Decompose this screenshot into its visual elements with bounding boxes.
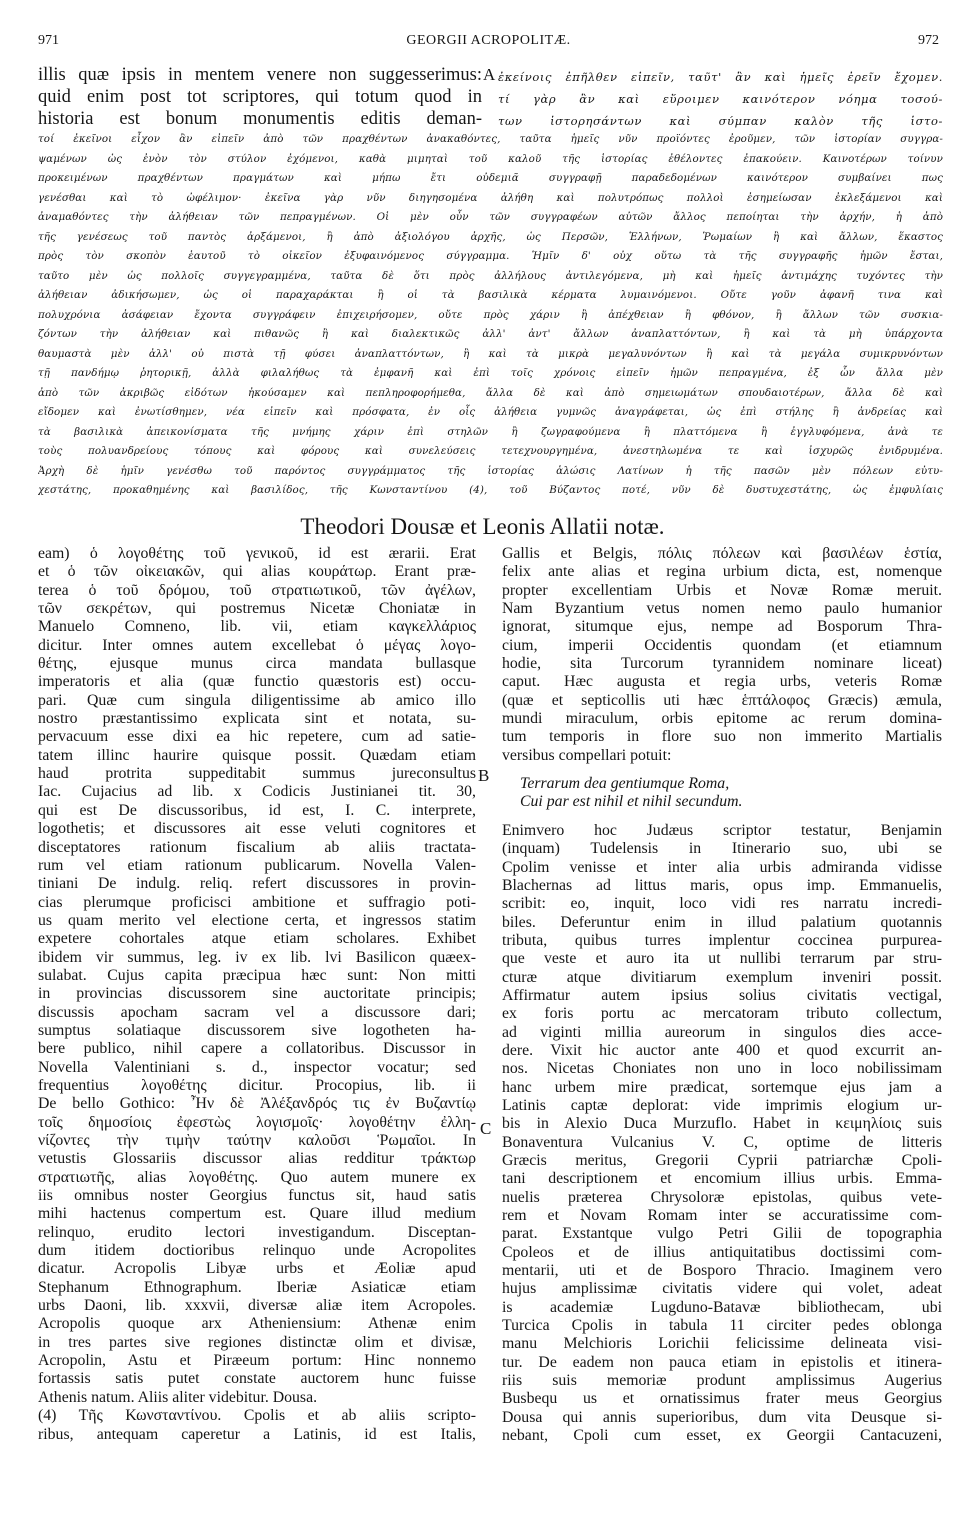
text-line: Cui par est nihil et nihil secundum. [520,793,743,811]
text-line: iis omnibus noster Georgius functus sit, haud satis [38,1187,476,1205]
text-line: ταῦτο μὲν ὡς πολλοῖς συγγεγραμμένα, ταῦτα δὲ ὅτι πρὸς ἀλλήλους ἀντιλεγόμενα, μὴ καὶ ἡμεῖς ἀντιμάχης τυχόντες τὴν [38,269,943,282]
text-line: Cpolim venisse et inter alia urbis admiranda vidisse [502,858,942,876]
text-line: Latinis captæ deplorat: vide imprimis elogium ur- [502,1096,942,1114]
text-line: Novella Valentiniani s. d., inspector vocatur; sed [38,1058,476,1076]
text-line: ribus, antequam caperetur a Latinis, id est Italis, [38,1425,476,1443]
text-line: τοὺς πολυανδρείους τόπους καὶ φόρους καὶ συνελεύσεις τετεχνουργημένα, ἀνεστηλωμένα τε καὶ ἰσχυρῶς ἐνιδρυμένα. [38,445,943,457]
text-line: ἐκείνοις ἐπῆλθεν εἰπεῖν, ταῦτ' ἂν καὶ ἡμεῖς ἐρεῖν ἔχομεν. [498,70,943,84]
text-line: us quam merito vel electione certa, et ingressos statim [38,911,476,929]
page-number-right: 972 [918,33,939,48]
text-line: Enimvero hoc Judæus scriptor testatur, Benjamin [502,821,942,839]
text-line: parat. Exstantque vulgo Petri Gilii de topographia [502,1225,942,1243]
text-line: στρατιωτῆς, alias λογοθέτης. Quo autem munere ex [38,1168,476,1186]
text-line: hodie, sita Turcorum tyrannidem nominare liceat) [502,655,942,673]
text-line: Bonaventura Vulcanius V. C, optime de litteris [502,1133,942,1151]
greek-text-block-right [498,66,943,132]
text-line: προκειμένων πραχθέντων πραγμάτων καὶ μήπω ἔτι οὐδεμιᾶ συγγραφῇ παραδεδομένων καινότερον συμβαίνει πως [38,172,943,184]
text-line: hanc urbem mire prædicat, sortemque ejus jam a [502,1078,942,1096]
text-line: Gallis et Belgis, πόλις πόλεων καὶ βασιλέων ἑστία, [502,545,942,562]
text-line: relinquo, erudito lectori investigandum. Disceptan- [38,1223,476,1241]
text-line: ἀναμαθόντες τὴν ἀλήθειαν τῶν πεπραγμένων. Οἱ μὲν οὖν τῶν συγγραφέων αὐτῶν ἄλλος πεποίηται τὴν ἀρχήν, ἡ ἀπὸ [38,211,943,223]
text-line: terea ὁ τοῦ δρόμου, τοῦ στρατιωτικοῦ, τῶν ἀγέλων, [38,581,476,599]
text-line: urbs Daoni, lib. xxxvii, diversæ aliæ item Acropoles. [38,1297,476,1315]
text-line: ad viginti millia aureorum in singulos dies acce- [502,1023,942,1041]
text-line: dum itidem doctioribus relinquo unde Acropolites [38,1242,476,1260]
text-line: in tres partes sive regiones distinctæ olim et divisæ, [38,1333,476,1351]
text-line: cias plerumque proficisci ambitione et suffragio poti- [38,893,476,911]
text-line: nuelis præterea Chrysoloræ epistolas, quibus vete- [502,1188,942,1206]
text-line: (inquam) Tudelensis in Itinerario suo, ubi se [502,840,942,858]
text-line: et ὁ τῶν οἰκειακῶν, qui alias κουράτωρ. Erant præ- [38,563,476,581]
text-line: Acropolis quoque arx Atheniensium: Athenæ enim [38,1315,476,1333]
notes-column-right [502,545,942,1446]
text-line: versibus compellari potuit: [502,746,672,764]
text-line: bis in Alexio Duca Murzuflo. Habet in κειμηλίοις suis [502,1115,942,1133]
text-line: mundi miraculum, orbis epitome ac rerum domina- [502,710,942,728]
text-line: dere. Vixit hic auctor ante 400 et quod excurrit an- [502,1041,942,1059]
text-line: Athenis natum. Aliis aliter videbitur. Dousa. [38,1388,318,1406]
text-line: tatem illinc haurire quisque possit. Quædam etiam [38,746,476,764]
notes-title: Theodori Dousæ et Leonis Allatii notæ. [300,514,665,539]
text-line: πολυχρόνια ἀσάφειαν ἔχοντα συγγράφειν ἐπιχειρήσομεν, οὔτε πρὸς χάριν ἢ ἀπέχθειαν ἢ φθόνον, ἢ ἄλλων τῶν συσκια- [38,308,943,321]
text-line: biles. Deferuntur enim in illud palatium quotannis [502,913,942,931]
spacer [502,812,942,822]
text-line: is academiæ Lugduno-Batavæ bibliothecam, ubi [502,1298,942,1316]
text-line: Manuelo Comneno, lib. vii, etiam καγκελλάριος [38,618,476,636]
text-line: bere publico, nihil capere a collatoribus. Discussor in [38,1040,476,1058]
text-line: fortassis satis putet constate auctorem hunc fuisse [38,1370,476,1388]
text-line: τῶν σεκρέτων, qui postremus Nicetæ Choniatæ in [38,600,476,618]
latin-translation-block [38,64,482,130]
text-line: Blachernas ad littus maris, opus imp. Emmanuelis, [502,876,942,894]
text-line: historia est bonum monumentis editis deman- [38,109,482,129]
text-line: in provincias discussorem sine auctoritate principis; [38,985,476,1003]
text-line: ἀπὸ τῶν ἀκριβῶς εἰδότων ἠκούσαμεν καὶ πεπληροφορήμεθα, ἄλλα δὲ καὶ ἀπὸ σημειωμάτων σπουδαιοτέρων, ἄλλα δὲ καὶ [38,386,943,399]
text-line: tiniani De indulg. reliq. refert discussores in provin- [38,875,476,893]
text-line: Stephanum Ethnographum. Iberiæ Asiaticæ etiam [38,1278,476,1296]
text-line: nostro præstantissimo explicata sint et notata, su- [38,710,476,728]
text-line: τοί ἐκεῖνοι εἶχον ἂν εἰπεῖν ἀπὸ τῶν πραχθέντων ἀνακαθόντες, ταῦτα ἡμεῖς νῦν προϊόντες ἐροῦμεν, τῶν ἱστορίαν συγγρα- [38,133,943,145]
text-line: eam) ὁ λογοθέτης τοῦ γενικοῦ, id est ærarii. Erat [38,545,476,562]
text-line: que veste et auro ita ut nullibi terrarum par stru- [502,950,942,968]
text-line: pari. Quæ cum singula diligentissime ab amico illo [38,691,476,709]
text-line: De bello Gothico: Ἦν δὲ Ἀλέξανδρός τις ἐν Βυζαντίῳ [38,1095,476,1113]
text-line: ψαμένων ὡς ἐνὸν τὸν στύλον ἐχόμενοι, καθὰ μιμηταὶ τοῦ καλοῦ τῆς ἱστορίας ἐθέλοντες ἐπακούειν. Καινοτέρων τοίνυν [38,152,943,165]
text-line: Nam Byzantium vetus nomen nemo paulo humanior [502,600,942,618]
text-line: nebant, Cpoli cum esset, ex Georgii Cantacuzeni, [502,1427,942,1445]
text-line: Busbequ us et ornatissimus frater meus Georgius [502,1390,942,1408]
text-line: Græcis meritus, Gregorii Cyprii patriarchæ Cpoli- [502,1152,942,1169]
text-line: mihi hactenus compertum est. Quare illud medium [38,1205,476,1223]
text-line: tum temporis in flore suo non immerito Martialis [502,728,942,746]
margin-letter-c: C [480,1119,492,1138]
text-line: rum vel etiam rationum publicarum. Novella Valen- [38,856,476,874]
text-line: frequentius λογοθέτης dicitur. Procopius, lib. ii [38,1076,476,1094]
text-line: γενέσθαι καὶ τὸ ὠφέλιμον· ἐκεῖνα γὰρ νῦν διηγησομένα ἀλήθη καὶ πολυτρόπως πολλοὶ ἐσημείωσαν ἐκλεξάμενοι καὶ [38,191,943,204]
text-line: quid enim post tot scriptores, qui totum quod in [38,87,482,107]
text-line: dicitur. Inter omnes autem excellebat ὁ μέγας λογο- [38,636,476,654]
text-line: χεστάτης, προκαθημένης καὶ βασιλίδος, τῆς Κωνσταντίνου (4), τοῦ Βύζαντος ποτέ, νῦν δὲ δυστυχεστάτης, ὡς ἐμφυλίαις [38,484,943,496]
text-line: hujus amplissimæ civitatis videre qui volet, adeat [502,1280,942,1298]
text-line: tani descriptionem et encomium illius urbis. Emma- [502,1170,942,1188]
text-line: ibidem vir summus, leg. iv ex lib. lvi Basilicon quæex- [38,948,476,966]
text-line: riis suis memoriæ produnt amplissimus Augerius [502,1372,942,1390]
text-line: νίζοντες τὴν τιμὴν ταύτην καλοῦσι Ῥωμαῖοι. In [38,1132,476,1149]
running-title: GEORGII ACROPOLITÆ. [406,33,571,48]
text-line: discussis apocham sacram vel a discussore dari; [38,1003,476,1021]
spacer [502,765,942,775]
text-line: imperatoris et alia (quæ functio quæstoris est) occu- [38,673,476,691]
text-line: Cpoleos et de illius antiquitatibus doctissimi com- [502,1243,942,1261]
running-header [38,33,939,55]
text-line: illis quæ ipsis in mentem venere non suggesserimus: [38,65,482,85]
text-line: τῆς γενέσεως τοῦ παντὸς ἀρξάμενοι, ἢ ἀπὸ ἀξιολόγου ἀρχῆς, ὡς Περσῶν, Ἑλλήνων, Ῥωμαίων ἢ καὶ ἄλλων, ἕκαστος [38,230,943,243]
text-line: Ἀρχὴ δὲ ἡμῖν γενέσθω τοῦ παρόντος συγγράμματος τῆς ἱστορίας ἁλώσις Λατίνων ἡ τῆς πασῶν μὲν πόλεων εὐτυ- [38,464,943,477]
text-line: Affirmatur autem ipsius solius civitatis vectigal, [502,986,942,1004]
text-line: Dousa qui annis superioribus, dum vita Deusque si- [502,1408,942,1426]
text-line: pervacuum esse dixi ea hic repetere, cum ad satie- [38,728,476,746]
text-line: θαυμαστὰ μὲν ἀλλ' οὐ πιστὰ τῇ φύσει ἀναπλαττόντων, ἢ καὶ τὰ μικρὰ μεγαλυνόντων ἢ καὶ τὰ μεγάλα συμικρυνόντων [38,347,943,360]
text-line: scribit: eo, inquit, loco vidi res narratu incredi- [502,895,942,913]
text-line: rem et Novam Romam inter se accuratissime com- [502,1207,942,1225]
text-line: mentarii, uti et de Bosporo Thracio. Imaginem vero [502,1262,942,1280]
text-line: Acropolin, Astu et Piræeum portum: Hinc nonnemo [38,1352,476,1370]
text-line: Iac. Cujacius ad lib. x Codicis Justinianei tit. 30, [38,783,476,801]
text-line: vetustis Glossariis discussor alias redditur τράκτωρ [38,1150,476,1168]
text-line: των ἱστορησάντων καὶ σύμπαν καλὸν τῆς ἱστο- [498,114,943,128]
text-line: expetere cohortales atque etiam scholares. Exhibet [38,930,476,948]
text-line: sumptus solatiaque discussorem sive logotheten ha- [38,1021,476,1039]
text-line: τῇ πανδήμῳ ῥητορικῇ, ἀλλὰ φιλαλήθως τὰ ἐμφανῆ καὶ ἐπὶ τοῖς χρόνοις εἰπεῖν ἡμῶν πεπραγμένα, ἐξ ὧν ἄλλα μὲν [38,367,943,379]
text-line: dicatur. Acropolis Libyæ urbs et Æoliæ apud [38,1260,476,1278]
page-number-left: 971 [38,33,59,48]
text-line: εἴδομεν καὶ ἐνωτίσθημεν, νέα εἰπεῖν καὶ πρόσφατα, ἐν οἷς ἀλήθεια γυμνῶς ἀναγράφεται, ὡς ἐπὶ στήλης ἢ ἀνδρείας καὶ [38,406,943,418]
text-line: Turcica Cpolis in tabula 11 circiter pedes oblonga [502,1317,942,1335]
text-line: τὰ βασιλικὰ ἀπεικονίσματα τῆς μνήμης χάριν ἐπὶ στηλῶν ἢ ζωγραφούμενα ἢ πλαττόμενα ἢ ἐγγλυφόμενα, ἀνὰ τε [38,425,943,438]
text-line: ἀλήθειαν ἀδικήσωμεν, ὡς οἱ παραχαράκται ἢ οἱ τὰ βασιλικὰ κέρματα λυμαινόμενοι. Οὔτε γοῦν ἀφανῆ τινα καὶ [38,289,943,301]
text-line: (quæ et septicollis uti hæc ἑπτάλοφος Græcis) æmula, [502,691,942,709]
greek-main-text [38,130,943,501]
margin-letter-b: B [478,766,490,785]
text-line: τοῖς δημοσίοις ἐφεστὼς λογισμοῖς· λογοθέτην ἐλλη- [38,1113,476,1131]
text-line: cium, imperii Occidentis quondam (et etiamnum [502,636,942,654]
text-line: qui est De discussoribus, id est, I. C. interprete, [38,801,476,819]
text-line: logothetis; et discussores ait esse veluti cognitores et [38,820,476,838]
text-line: τί γὰρ ἂν καὶ εὕροιμεν καινότερον νόημα τοσού- [498,92,943,106]
text-line: πρὸς τὸν σκοπὸν ἑαυτοῦ τὸ οἰκεῖον ἐξυφαινόμενος σύγγραμμα. Ἡμῖν δ' οὐχ οὕτω τὰ τῆς συγγραφῆς ἡμῶν ἔσται, [38,250,943,262]
text-line: ignorat, situmque ejus, nempe ad Bosporum Thra- [502,618,942,636]
text-line: sulabat. Cujus capita præcipua hæc sunt: Non mitti [38,966,476,984]
text-line: Terrarum dea gentiumque Roma, [520,775,730,793]
text-line: tur. De eadem non pauca etiam in epistolis et itinera- [502,1353,942,1371]
text-line: propter excellentiam Urbis et Novæ Romæ meruit. [502,581,942,599]
text-line: caput. Hæc augusta et regia urbs, veteris Romæ [502,673,942,691]
text-line: felix ante alias et regina urbium dicta, est, nomenque [502,563,942,581]
text-line: manu Melchioris Lorichii felicissime delineata visi- [502,1335,942,1353]
text-line: cturæ atque divitiarum exemplum inveniri possit. [502,968,942,986]
text-line: haud protrita suppeditabit summus jureconsultus [38,765,476,783]
margin-letter-a: A [483,65,496,84]
text-line: (4) Τῆς Κωνσταντίνου. Cpolis et ab aliis scripto- [38,1407,476,1425]
text-line: nos. Nicetas Choniates non uno in loco nobilissimam [502,1060,942,1078]
text-line: ζόντων τὴν ἀλήθειαν καὶ πιθανῶς ἢ καὶ διαλεκτικῶς ἀλλ' ἀντ' ἄλλων ἀναπλαττόντων, ἢ καὶ τὰ μὴ ὑπάρχοντα [38,328,943,340]
text-line: disceptatores rationum fiscalium ab aliis tractata- [38,838,476,856]
notes-column-left [38,545,476,1444]
text-line: θέτης, ejusque munus circa mandata bullasque [38,655,476,673]
text-line: tributa, quibus turres implentur coccinea purpurea- [502,931,942,949]
text-line: ex foris portu ac mercatoram tributo collectum, [502,1005,942,1023]
